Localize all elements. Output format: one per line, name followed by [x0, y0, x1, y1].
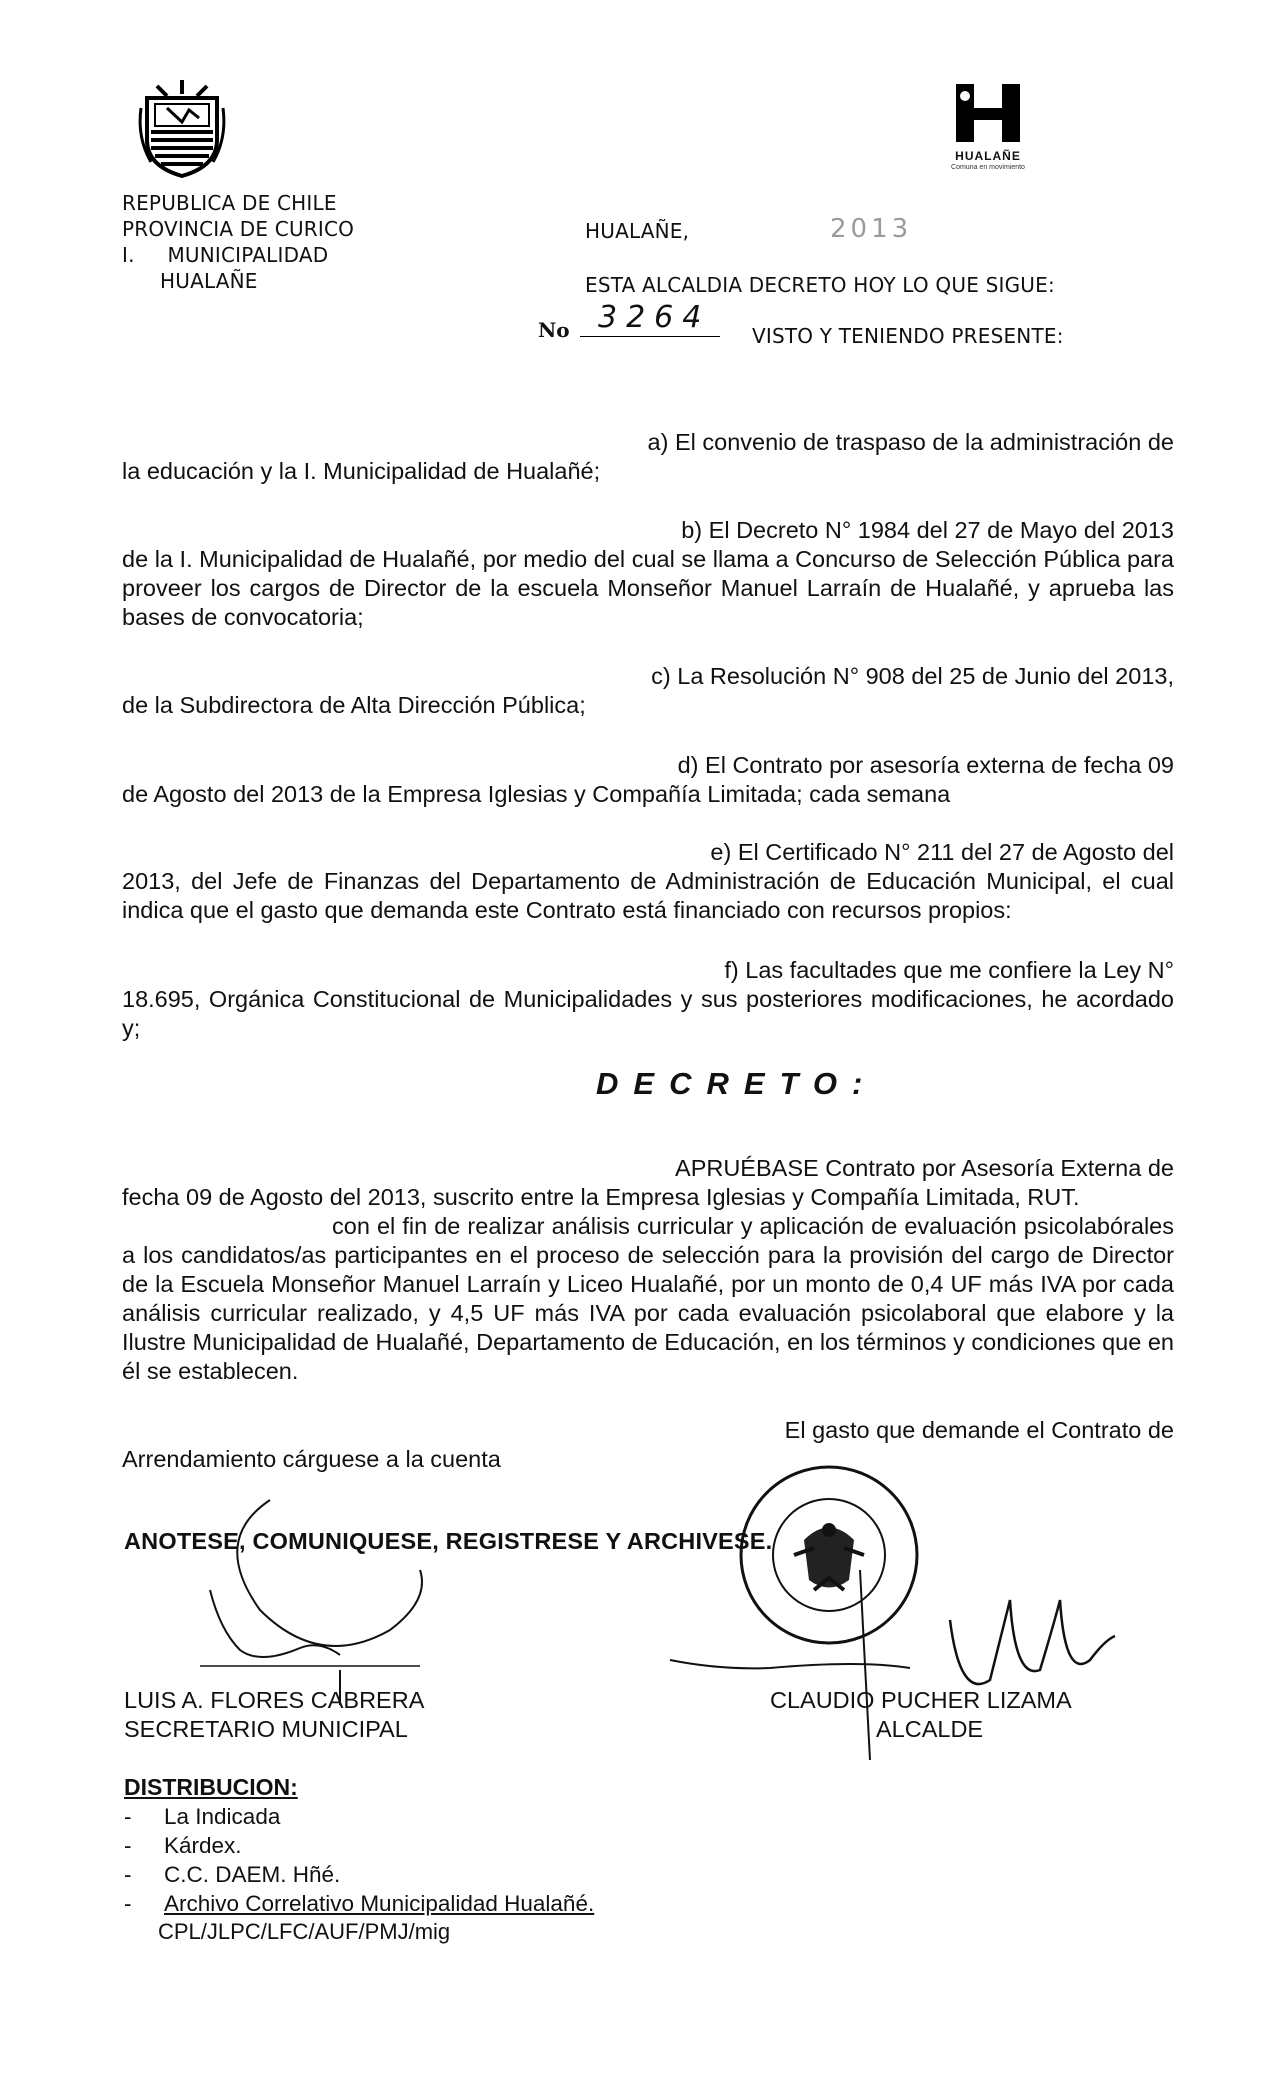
- mayor-title: ALCALDE: [876, 1716, 984, 1742]
- considerando-b-lead: b) El Decreto N° 1984 del 27 de Mayo del 2013: [681, 517, 1174, 543]
- considerando-d-lead: d) El Contrato por asesoría externa de fecha 09: [677, 752, 1174, 778]
- distribucion-item: - La Indicada: [124, 1802, 824, 1831]
- decree-intro: ESTA ALCALDIA DECRETO HOY LO QUE SIGUE:: [585, 273, 1055, 297]
- secretary-signature-scribble: [190, 1480, 470, 1710]
- resolutivo-rest: fecha 09 de Agosto del 2013, suscrito entre la Empresa Iglesias y Compañía Limitada, RUT.: [122, 1184, 1080, 1210]
- hualane-brand-logo: [948, 82, 1028, 182]
- resolutivo-rest2: con el fin de realizar análisis curricular y aplicación de evaluación psicolabórales a los candidatos/as participantes en el proceso de selección para la provisión del cargo de Director de la Escuela Monseñor Manuel Larraín y Liceo Hualañé, por un monto de 0,4 UF más IVA por cada análisis curricular realizado, y 4,5 UF más IVA por cada evaluación psicolaboral que elabore y la Ilustre Municipalidad de Hualañé, Departamento de Educación, en los términos y condiciones que en él se establecen.: [122, 1213, 1174, 1384]
- considerando-c-rest: de la Subdirectora de Alta Dirección Pública;: [122, 692, 586, 718]
- considerando-e-lead: e) El Certificado N° 211 del 27 de Agosto del: [710, 839, 1174, 865]
- header-line-provincia: PROVINCIA DE CURICO: [122, 217, 355, 241]
- considerando-b-rest: de la I. Municipalidad de Hualañé, por medio del cual se llama a Concurso de Selección Pública para proveer los cargos de Director de la escuela Monseñor Manuel Larraín de Hualañé, y aprueba las bases de convocatoria;: [122, 546, 1174, 630]
- mayor-name: CLAUDIO PUCHER LIZAMA: [770, 1687, 1072, 1713]
- decree-number-underline: [580, 336, 720, 337]
- secretary-title: SECRETARIO MUNICIPAL: [124, 1716, 408, 1742]
- considerando-d-rest: de Agosto del 2013 de la Empresa Iglesias y Compañía Limitada; cada semana: [122, 781, 951, 807]
- city-line: HUALAÑE,: [585, 219, 690, 243]
- resolutivo-lead: APRUÉBASE Contrato por Asesoría Externa de: [675, 1155, 1174, 1181]
- mayor-signature-block: [770, 1686, 1072, 1744]
- distribucion-title: DISTRIBUCION:: [124, 1774, 298, 1800]
- considerando-c: [122, 662, 1174, 720]
- distribucion-list: [124, 1802, 824, 1918]
- gasto-lead: El gasto que demande el Contrato de: [784, 1417, 1174, 1443]
- considerando-f-rest: 18.695, Orgánica Constitucional de Municipalidades y sus posteriores modificaciones, he acordado y;: [122, 986, 1174, 1041]
- considerando-e: [122, 838, 1174, 925]
- decreto-title: DECRETO:: [596, 1066, 878, 1101]
- distribucion-item: - Kárdex.: [124, 1831, 824, 1860]
- considerando-a: [122, 428, 1174, 486]
- considerando-a-lead: a) El convenio de traspaso de la administración de: [647, 429, 1174, 455]
- considerando-c-lead: c) La Resolución N° 908 del 25 de Junio del 2013,: [651, 663, 1174, 689]
- considerando-f: [122, 956, 1174, 1043]
- considerando-a-rest: la educación y la I. Municipalidad de Hualañé;: [122, 458, 601, 484]
- logo-tagline: Comuna en movimiento: [951, 164, 1025, 171]
- logo-brand-text: HUALAÑE: [955, 149, 1021, 163]
- considerando-e-rest: 2013, del Jefe de Finanzas del Departamento de Administración de Educación Municipal, el cual indica que el gasto que demanda este Contrato está financiado con recursos propios:: [122, 868, 1174, 923]
- decree-number-value: 3264: [598, 300, 711, 335]
- considerando-f-lead: f) Las facultades que me confiere la Ley N°: [724, 957, 1174, 983]
- gasto-paragraph: [122, 1416, 1174, 1474]
- decree-number-prefix: No: [538, 318, 570, 342]
- considerando-b: [122, 516, 1174, 632]
- header-institution-block: [122, 190, 462, 294]
- resolutivo-apruebase: [122, 1154, 1174, 1386]
- date-stamp: 2013: [830, 214, 913, 244]
- considerando-d: [122, 751, 1174, 809]
- visto-line: VISTO Y TENIENDO PRESENTE:: [752, 324, 1064, 348]
- secretary-signature-block: [124, 1686, 424, 1744]
- distribucion-item: - Archivo Correlativo Municipalidad Hualañé.: [124, 1889, 824, 1918]
- gasto-rest: Arrendamiento cárguese a la cuenta: [122, 1446, 501, 1472]
- distribucion-block: [124, 1772, 824, 1946]
- header-line-municipalidad: I. MUNICIPALIDAD: [122, 243, 329, 267]
- distribucion-item: - C.C. DAEM. Hñé.: [124, 1860, 824, 1889]
- municipal-coat-of-arms: [137, 78, 227, 178]
- closing-formula: ANOTESE, COMUNIQUESE, REGISTRESE Y ARCHIVESE.: [124, 1528, 773, 1554]
- header-line-republica: REPUBLICA DE CHILE: [122, 191, 337, 215]
- distribucion-initials: CPL/JLPC/LFC/AUF/PMJ/mig: [158, 1919, 451, 1944]
- header-line-hualane: HUALAÑE: [160, 269, 258, 293]
- hualane-h-logo-icon: [952, 82, 1024, 144]
- secretary-name: LUIS A. FLORES CABRERA: [124, 1687, 425, 1713]
